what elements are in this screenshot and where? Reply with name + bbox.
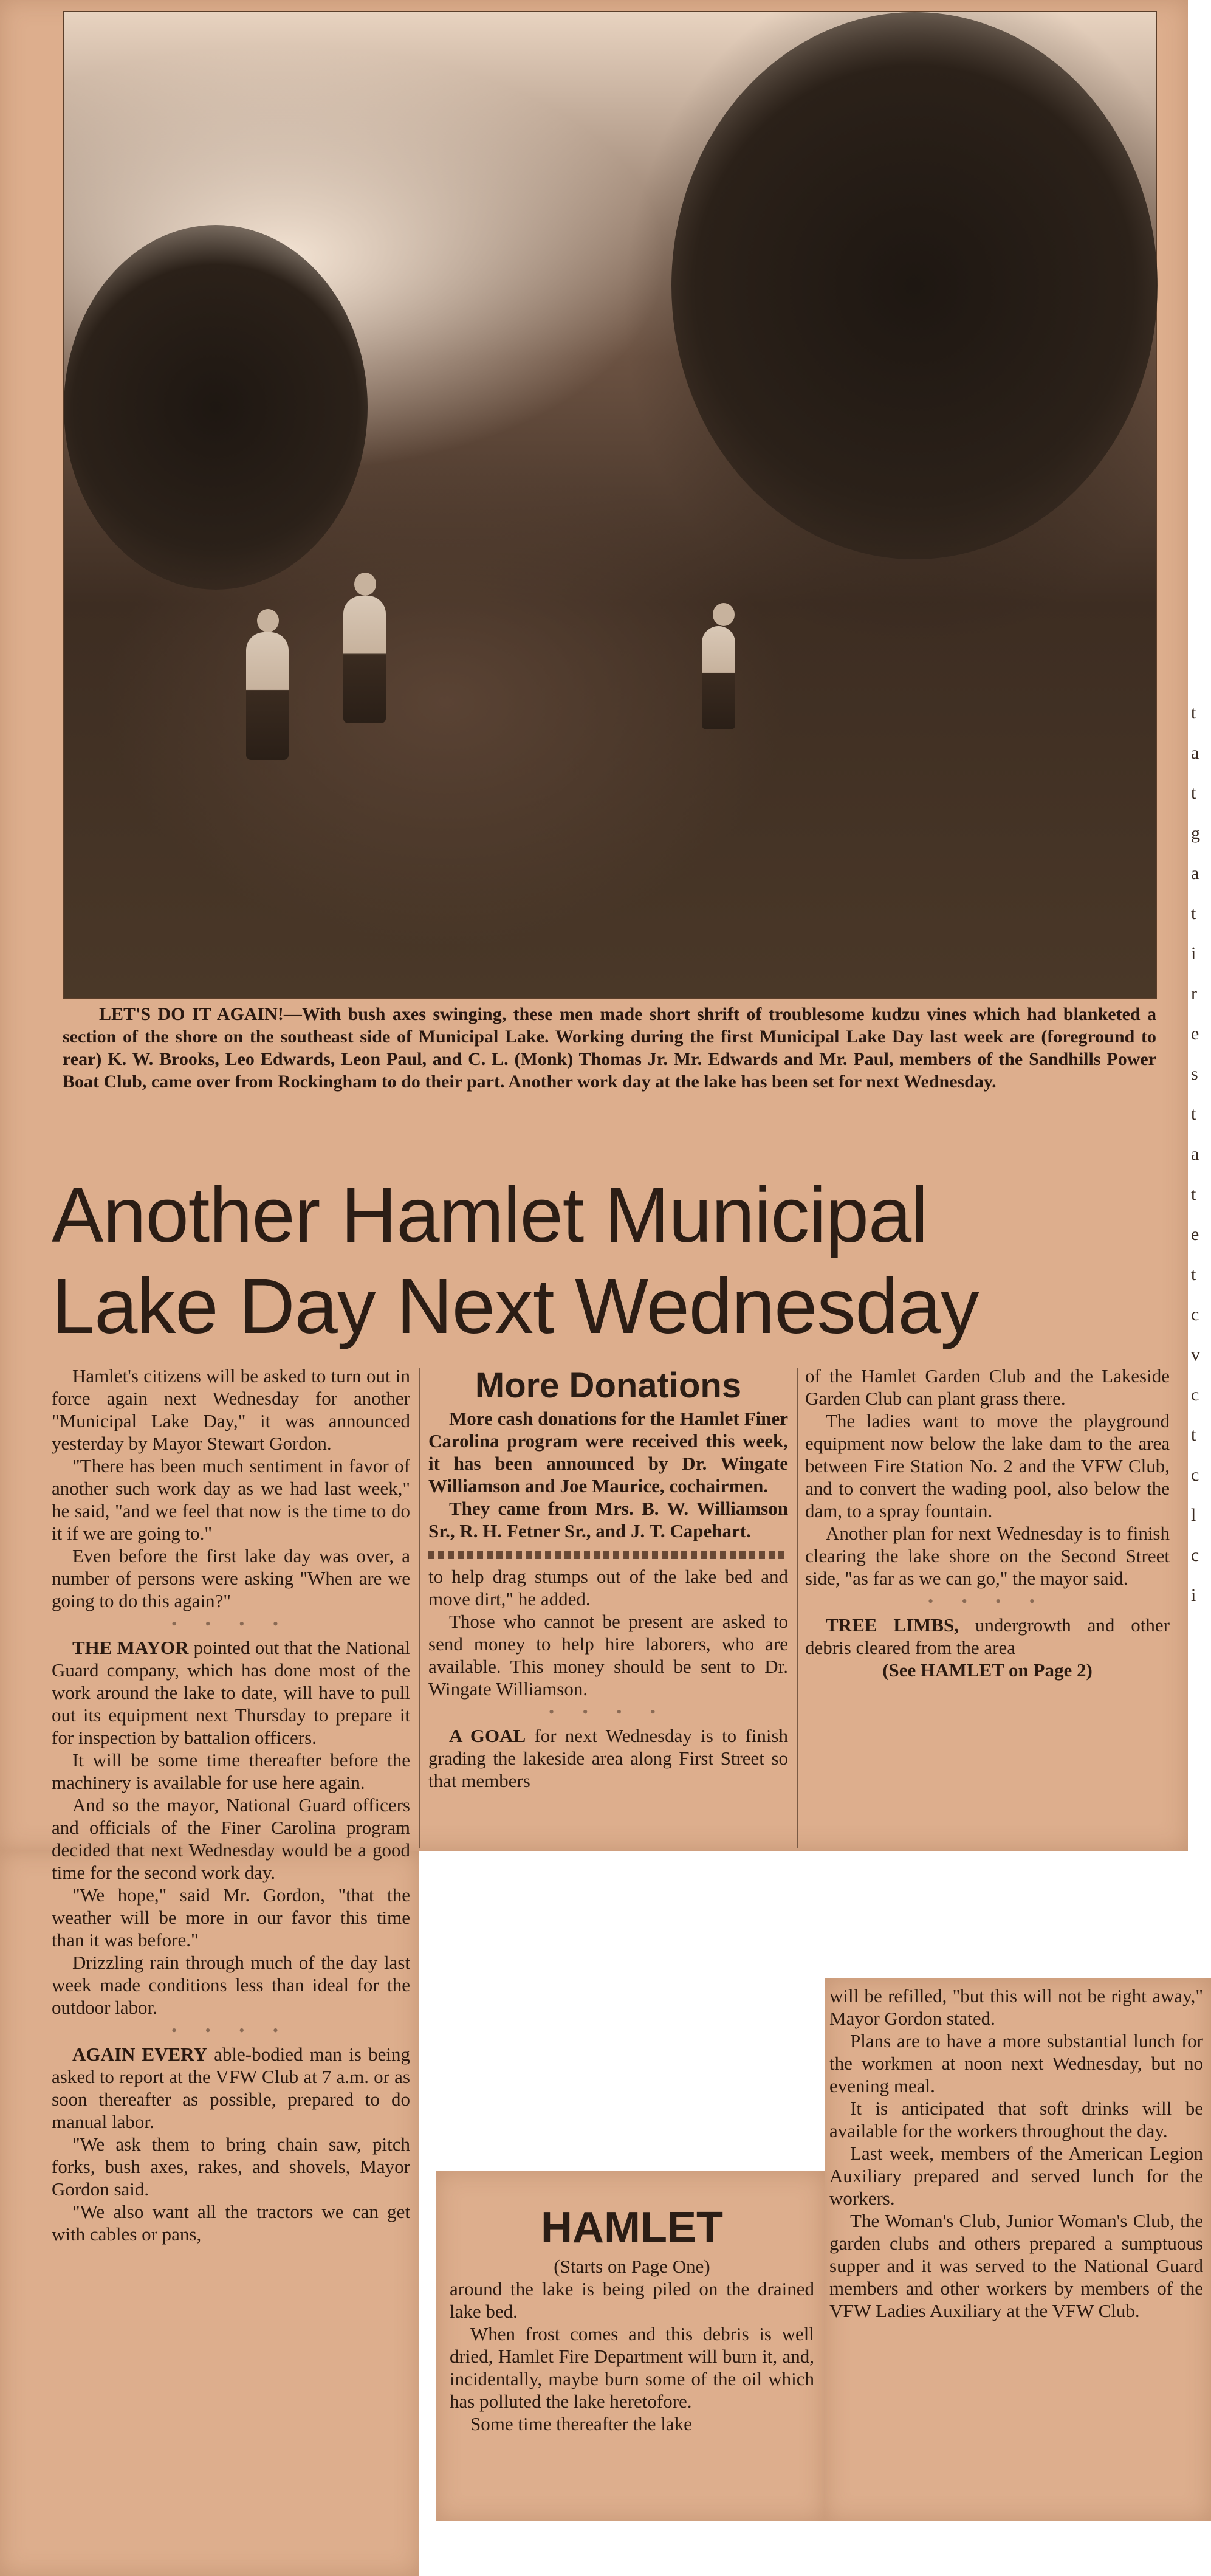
paragraph <box>428 1724 788 1792</box>
photo-caption <box>63 1003 1156 1093</box>
paragraph: It will be some time thereafter before the machinery is available for use here again. <box>52 1749 410 1793</box>
worker-figure <box>246 632 289 760</box>
edge-letter: c <box>1191 1465 1199 1485</box>
jump-line: (See HAMLET on Page 2) <box>882 1659 1093 1681</box>
edge-letter: t <box>1191 703 1196 723</box>
edge-letter: t <box>1191 1425 1196 1445</box>
section-dots: • • • • <box>171 2022 290 2039</box>
column-divider <box>419 1368 420 1848</box>
paragraph: It is anticipated that soft drinks will be available for the workers throughout the day. <box>829 2098 1203 2141</box>
paragraph: "We hope," said Mr. Gordon, "that the weather will be more in our favor this time than it was before." <box>52 1884 410 1951</box>
edge-letter: e <box>1191 1024 1199 1044</box>
headline-line-1: Another Hamlet Municipal <box>52 1172 928 1259</box>
hamlet-title: HAMLET <box>541 2203 723 2252</box>
paragraph: The Woman's Club, Junior Woman's Club, the garden clubs and others prepared a sumptuous supper and it was served to the National Guard members and other workers by members of the VFW Ladies Auxiliary at the VFW Club. <box>829 2210 1203 2321</box>
paragraph <box>52 1636 410 1749</box>
donations-paragraph: They came from Mrs. B. W. Williamson Sr., R. H. Fetner Sr., and J. T. Capehart. <box>428 1498 788 1541</box>
headline <box>52 1170 1164 1352</box>
paragraph <box>52 2043 410 2133</box>
donations-box <box>428 1365 788 1559</box>
edge-letter: t <box>1191 903 1196 923</box>
donations-paragraph: More cash donations for the Hamlet Finer Carolina program were received this week, it has been announced by Dr. Wingate Williamson and Joe Maurice, cochairmen. <box>428 1408 788 1496</box>
caption-text: —With bush axes swinging, these men made short shrift of troublesome kudzu vines which had blanketed a section of the shore on the southeast side of Municipal Lake. Working during the first Municipal Lake Day last week are (foreground to rear) K. W. Brooks, Leo Edwards, Leon Paul, and C. L. (Monk) Thomas Jr. Mr. Edwards and Mr. Paul, members of the Sandhills Power Boat Club, came over from Rockingham to do their part. Another work day at the lake has been set for next Wednesday. <box>63 1004 1157 1092</box>
paragraph: Another plan for next Wednesday is to finish clearing the lake shore on the Second Street side, "as far as we can go," the mayor said. <box>805 1523 1170 1589</box>
article-column-2 <box>428 1365 788 1792</box>
paragraph: When frost comes and this debris is well dried, Hamlet Fire Department will burn it, and, incidentally, maybe burn some of the oil which has polluted the lake heretofore. <box>450 2323 814 2412</box>
paragraph: Drizzling rain through much of the day last week made conditions less than ideal for the outdoor labor. <box>52 1952 410 2018</box>
edge-letter: t <box>1191 783 1196 803</box>
edge-letter: t <box>1191 1104 1196 1124</box>
lead-in: TREE LIMBS, <box>826 1614 959 1636</box>
edge-letter: a <box>1191 863 1199 883</box>
column-divider <box>797 1368 798 1848</box>
edge-letter: i <box>1191 943 1196 963</box>
headline-line-2: Lake Day Next Wednesday <box>52 1263 979 1350</box>
paragraph: The ladies want to move the playground equipment now below the lake dam to the area between Fire Station No. 2 and the VFW Club, and to convert the wading pool, also below the dam, to a spray fountain. <box>805 1410 1170 1521</box>
edge-letter: i <box>1191 1585 1196 1605</box>
edge-letter: c <box>1191 1545 1199 1565</box>
paragraph-text: undergrowth and other debris cleared from the area <box>805 1614 1170 1658</box>
edge-letter: a <box>1191 1144 1199 1164</box>
paragraph: "We ask them to bring chain saw, pitch forks, bush axes, rakes, and shovels, Mayor Gordon said. <box>52 2133 410 2200</box>
hamlet-jump-article <box>450 2176 814 2435</box>
paragraph <box>805 1614 1170 1659</box>
worker-figure <box>702 626 735 729</box>
lead-in: AGAIN EVERY <box>72 2044 207 2065</box>
edge-letter: t <box>1191 1264 1196 1284</box>
paragraph-text: able-bodied man is being asked to report at the VFW Club at 7 a.m. or as soon thereafter as possible, prepared to do manual labor. <box>52 2044 411 2132</box>
article-column-right <box>829 1985 1203 2322</box>
edge-letter: e <box>1191 1224 1199 1244</box>
news-photo <box>63 11 1157 999</box>
paragraph: "There has been much sentiment in favor of another such work day as we had last week," he said, "and we feel that now is the time to do it if we are going to." <box>52 1455 410 1544</box>
paragraph: Last week, members of the American Legion Auxiliary prepared and served lunch for the workers. <box>829 2143 1203 2209</box>
edge-letter: v <box>1191 1345 1200 1365</box>
tree-left <box>64 225 368 590</box>
caption-lead: LET'S DO IT AGAIN! <box>99 1004 284 1024</box>
paragraph: And so the mayor, National Guard officers and officials of the Finer Carolina program decided that next Wednesday would be a good time for the second work day. <box>52 1794 410 1883</box>
lead-in: A GOAL <box>449 1725 526 1746</box>
paragraph: of the Hamlet Garden Club and the Lakeside Garden Club can plant grass there. <box>805 1365 1170 1409</box>
article-column-1 <box>52 1365 410 2245</box>
edge-letter: g <box>1191 823 1200 843</box>
hamlet-subtitle: (Starts on Page One) <box>554 2256 710 2277</box>
edge-letter: r <box>1191 983 1197 1004</box>
paragraph: will be refilled, "but this will not be right away," Mayor Gordon stated. <box>829 1985 1203 2029</box>
paragraph: Some time thereafter the lake <box>470 2413 692 2434</box>
tree-canopy <box>671 12 1158 559</box>
paragraph: to help drag stumps out of the lake bed and move dirt," he added. <box>428 1566 788 1610</box>
section-dots: • • • • <box>549 1703 668 1721</box>
paragraph: "We also want all the tractors we can get with cables or pans, <box>52 2201 410 2245</box>
paragraph: Even before the first lake day was over, a number of persons were asking "When are we going to do this again?" <box>52 1545 410 1611</box>
edge-letter: l <box>1191 1505 1196 1525</box>
edge-letter: c <box>1191 1385 1199 1405</box>
wavy-rule <box>428 1551 788 1559</box>
article-column-3 <box>805 1365 1170 1681</box>
edge-letter: s <box>1191 1064 1198 1084</box>
paragraph-text: pointed out that the National Guard company, which has done most of the work around the lake to date, will have to pull out its equipment next Thursday to prepare it for inspection by battalion officers. <box>52 1637 411 1748</box>
edge-letter: t <box>1191 1184 1196 1204</box>
section-dots: • • • • <box>171 1615 290 1633</box>
edge-letter: a <box>1191 743 1199 763</box>
paragraph: Hamlet's citizens will be asked to turn out in force again next Wednesday for another "Municipal Lake Day," it was announced yesterday by Mayor Stewart Gordon. <box>52 1365 410 1454</box>
paragraph: Those who cannot be present are asked to send money to help hire laborers, who are available. This money should be sent to Dr. Wingate Williamson. <box>428 1611 788 1700</box>
edge-letter: c <box>1191 1304 1199 1324</box>
section-dots: • • • • <box>928 1593 1047 1610</box>
paragraph: Plans are to have a more substantial lunch for the workmen at noon next Wednesday, but no evening meal. <box>829 2030 1203 2096</box>
adjacent-column-edge <box>1191 693 1209 1616</box>
lead-in: THE MAYOR <box>72 1637 189 1658</box>
donations-title: More Donations <box>475 1366 742 1405</box>
paragraph: around the lake is being piled on the drained lake bed. <box>450 2278 814 2322</box>
paragraph-text: for next Wednesday is to finish grading the lakeside area along First Street so that members <box>428 1725 788 1791</box>
worker-figure <box>343 596 386 723</box>
